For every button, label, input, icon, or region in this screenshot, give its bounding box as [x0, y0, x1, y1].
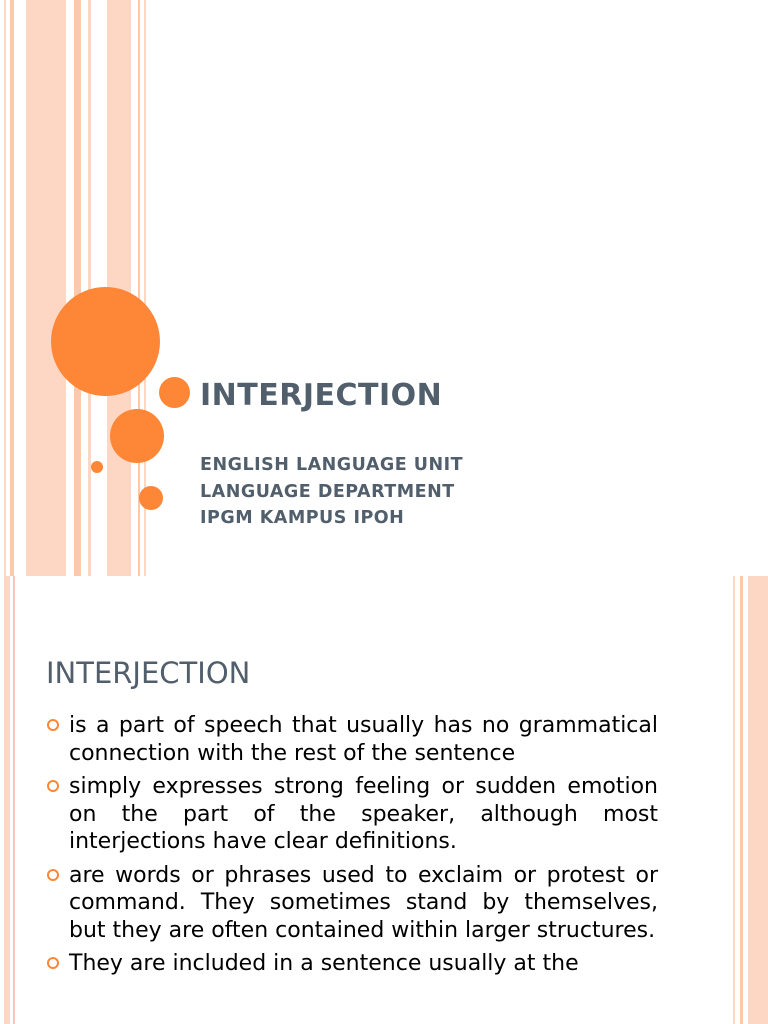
- circle-outline-bullet-icon: [47, 869, 59, 881]
- content-slide: [0, 576, 768, 1024]
- circle-outline-bullet-icon: [47, 957, 59, 969]
- subtitle-line: IPGM KAMPUS IPOH: [200, 508, 405, 528]
- slide-heading: INTERJECTION: [46, 656, 251, 690]
- list-item: [46, 712, 658, 767]
- list-item: [46, 773, 658, 856]
- bullet-list: [46, 712, 658, 984]
- bullet-text: They are included in a sentence usually at the: [69, 951, 579, 976]
- list-item: [46, 862, 658, 945]
- slide-title: INTERJECTION: [200, 378, 443, 413]
- list-item: [46, 950, 658, 978]
- bullet-text: is a part of speech that usually has no grammatical connection with the rest of the sentence: [69, 713, 658, 766]
- circle-outline-bullet-icon: [47, 780, 59, 792]
- subtitle-line: ENGLISH LANGUAGE UNIT: [200, 455, 464, 475]
- bullet-text: simply expresses strong feeling or sudden emotion on the part of the speaker, although most interjections have clear definitions.: [69, 774, 658, 854]
- circle-outline-bullet-icon: [47, 719, 59, 731]
- bullet-text: are words or phrases used to exclaim or protest or command. They sometimes stand by themselves, but they are often contained within larger structures.: [69, 862, 658, 943]
- slide-subtitle: [200, 452, 463, 532]
- subtitle-line: LANGUAGE DEPARTMENT: [200, 481, 455, 502]
